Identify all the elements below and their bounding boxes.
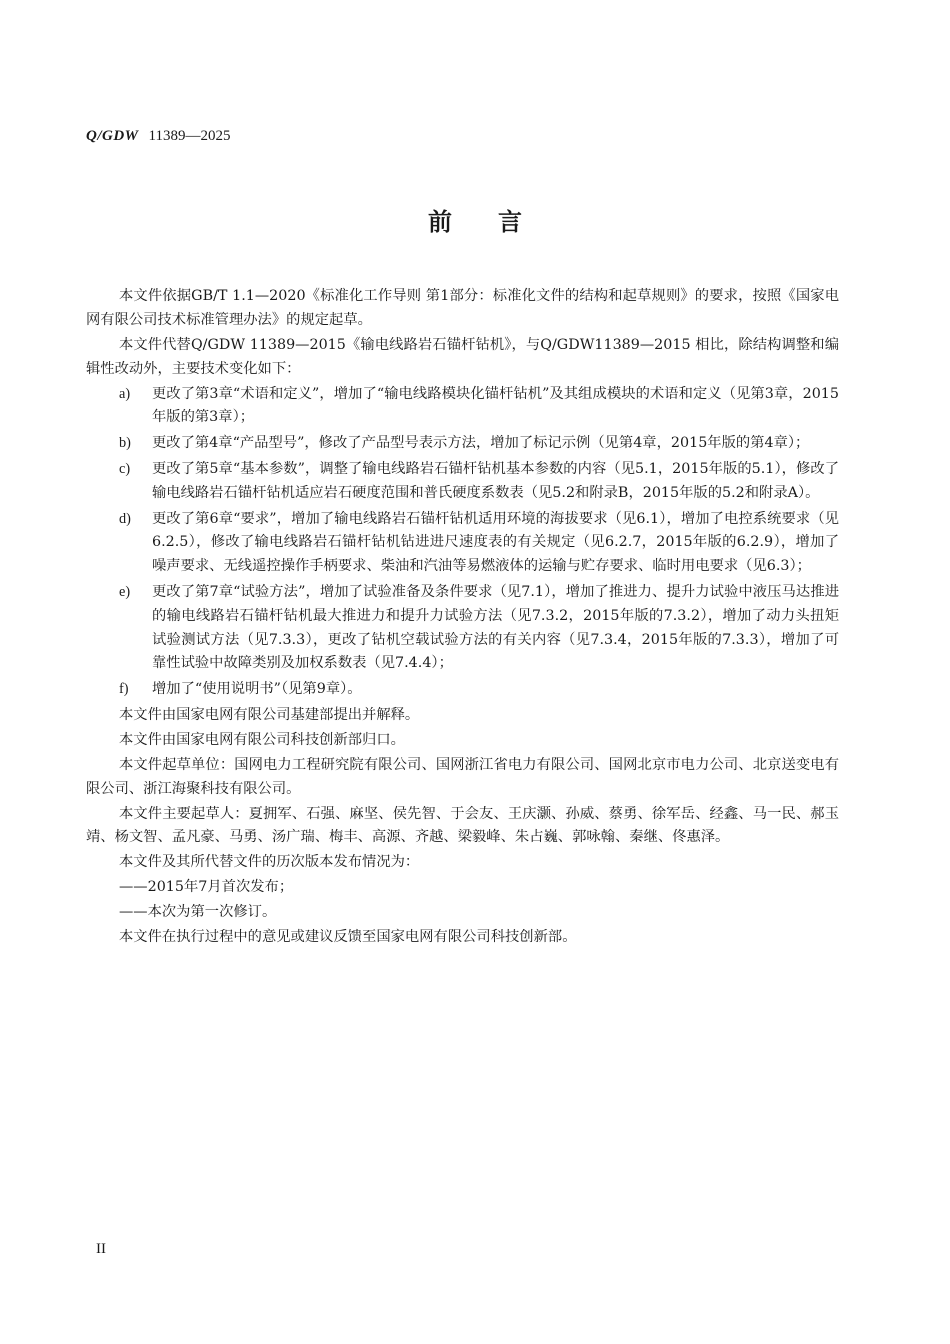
history-entry: ——2015年7月首次发布；: [119, 879, 294, 896]
list-item-text: 更改了第7章“试验方法”，增加了试验准备及条件要求（见7.1），增加了推进力、提升力试验中液压马达推进的输电线路岩石锚杆钻机最大推进力和提升力试验方法（见7.3.2，2015年版的7.3.2），增加了动力头扭矩试验测试方法（见7.3.3），更改了钻机空载试验方法的有关内容（见7.3.4，2015年版的7.3.3），增加了可靠性试验中故障类别及加权系数表（见7.4.4）；: [152, 583, 839, 672]
change-list-item: [86, 458, 839, 506]
list-item-label: c): [119, 460, 131, 477]
list-item-text: 增加了“使用说明书”（见第9章）。: [152, 681, 362, 698]
change-list-item: [86, 678, 839, 702]
list-item-label: d): [119, 510, 131, 527]
list-item-text: 更改了第5章“基本参数”，调整了输电线路岩石锚杆钻机基本参数的内容（见5.1，2015年版的5.1），修改了输电线路岩石锚杆钻机适应岩石硬度范围和普氏硬度系数表（见5.2和附录B，2015年版的5.2和附录A）。: [152, 460, 839, 501]
page-title: 前言: [428, 208, 568, 236]
change-list-item: [86, 508, 839, 579]
intro-paragraph: 本文件依据GB/T 1.1—2020《标准化工作导则 第1部分：标准化文件的结构和起草规则》的要求，按照《国家电网有限公司技术标准管理办法》的规定起草。: [86, 288, 839, 328]
drafting-units-paragraph: 本文件起草单位：国网电力工程研究院有限公司、国网浙江省电力有限公司、国网北京市电力公司、北京送变电有限公司、浙江海聚科技有限公司。: [86, 756, 839, 797]
proposer-paragraph: 本文件由国家电网有限公司基建部提出并解释。: [119, 706, 420, 723]
list-item-text: 更改了第3章“术语和定义”，增加了“输电线路模块化锚杆钻机”及其组成模块的术语和定义（见第3章，2015年版的第3章）；: [152, 385, 839, 426]
change-list-item: [86, 383, 839, 431]
list-item-label: e): [119, 583, 131, 600]
change-list-item: [86, 581, 839, 676]
list-item-label: a): [119, 385, 131, 402]
history-entry: ——本次为第一次修订。: [119, 904, 277, 921]
standard-number: 11389—2025: [148, 128, 231, 144]
standard-code: Q/GDW: [86, 128, 139, 144]
standard-header: [86, 126, 230, 145]
change-list-item: [86, 432, 839, 456]
feedback-paragraph: 本文件在执行过程中的意见或建议反馈至国家电网有限公司科技创新部。: [119, 929, 577, 946]
list-item-text: 更改了第6章“要求”，增加了输电线路岩石锚杆钻机适用环境的海拔要求（见6.1），增加了电控系统要求（见6.2.5），修改了输电线路岩石锚杆钻机钻进进尺速度表的有关规定（见6.2.7，2015年版的6.2.9），增加了噪声要求、无线遥控操作手柄要求、柴油和汽油等易燃液体的运输与贮存要求、临时用电要求（见6.3）；: [152, 510, 839, 575]
page-number: II: [96, 1241, 106, 1257]
administrator-paragraph: 本文件由国家电网有限公司科技创新部归口。: [119, 731, 405, 748]
document-body: [86, 285, 839, 951]
history-intro-paragraph: 本文件及其所代替文件的历次版本发布情况为：: [119, 854, 420, 871]
drafters-paragraph: 本文件主要起草人：夏拥军、石强、麻坚、侯先智、于会友、王庆灏、孙威、蔡勇、徐军岳、经鑫、马一民、郝玉靖、杨文智、孟凡豪、马勇、汤广瑞、梅丰、高源、齐越、梁毅峰、朱占巍、郭咏翰、秦继、佟惠泽。: [86, 805, 839, 846]
list-item-text: 更改了第4章“产品型号”，修改了产品型号表示方法，增加了标记示例（见第4章，2015年版的第4章）；: [152, 435, 810, 452]
list-item-label: b): [119, 435, 131, 452]
list-item-label: f): [119, 681, 129, 698]
intro-paragraph: 本文件代替Q/GDW 11389—2015《输电线路岩石锚杆钻机》，与Q/GDW11389—2015 相比，除结构调整和编辑性改动外，主要技术变化如下：: [86, 336, 839, 377]
